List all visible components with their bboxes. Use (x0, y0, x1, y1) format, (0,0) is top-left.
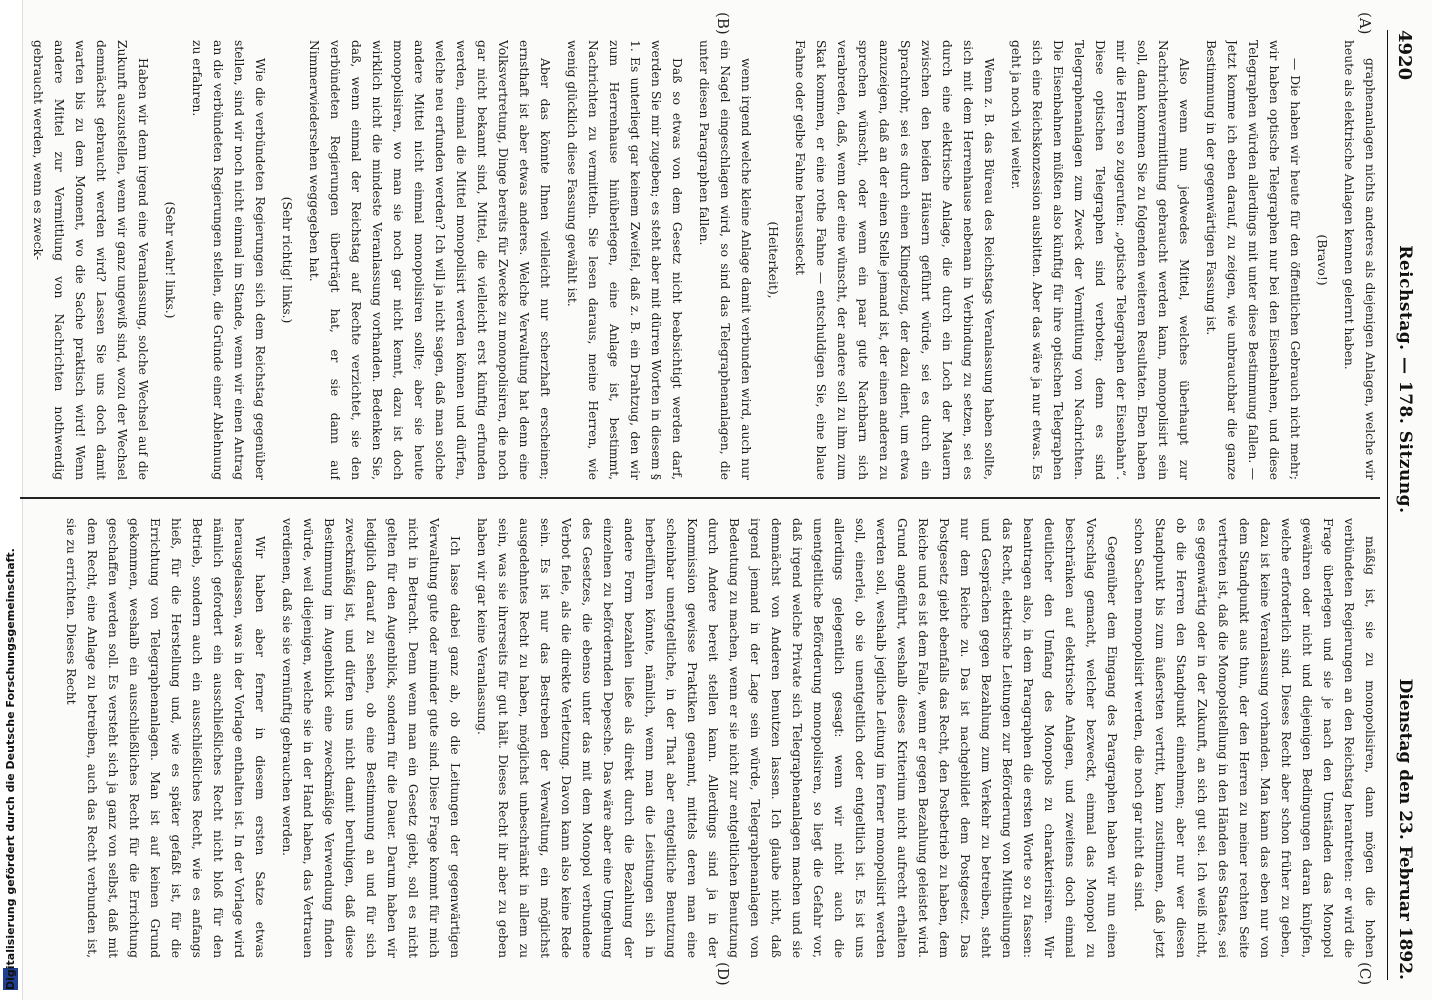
session-date: Dienstag den 23. Februar 1892. (1395, 678, 1415, 980)
right-text-column (20, 518, 1380, 958)
digitization-credit: Digitalisierung gefördert durch die Deutsche Forschungsgemeinschaft. (4, 548, 17, 990)
paragraph: Wenn z. B. das Büreau des Reichstags Veranlassung haben sollte, sich mit dem Herrenhause nebenan in Verbindung zu setzen, sei es durch eine elektrische Anlage, die durch ein Loch der Mauern zwischen den beiden Häusern geführt würde, sei es durch ein Sprachrohr, sei es durch einen Klingelzug, der dazu dient, um etwa anzuzeigen, daß an der einen Stelle jemand ist, der einen anderen zu sprechen wünscht, oder wenn ein paar gute Nachbarn sich verabreden, daß, wenn der eine wünscht, der andere soll zu ihm zum Skat kommen, er eine rothe Fahne — entschuldigen Sie, eine blaue Fahne oder gelbe Fahne heraussteckt (793, 40, 996, 480)
paragraph: Aber das könnte Ihnen vielleicht nur scherzhaft erscheinen; ernsthaft ist aber etwas anderes. Welche Verwaltung hat denn eine Volksvertretung, Dinge bereits für Zwecke zu monopolisiren, die noch gar nicht bekannt sind, Mittel, die vielleicht erst künftig erfunden werden, einmal die Mittel monopolisirt werden können und dürfen, welche neu erfunden werden? Ich will ja nicht sagen, daß man solche andere Mittel nicht einmal monopolisiren sollte; aber sie heute monopolisiren, wo man sie noch gar nicht kennt, dazu ist doch wirklich nicht die mindeste Veranlassung vorhanden. Bedenken Sie, daß, wenn einmal der Reichstag auf Rechte verzichtet, sie den verbündeten Regierungen überträgt hat, er sie dann auf Nimmerwiedersehen weggegeben hat. (307, 40, 552, 480)
paragraph: Daß so etwas von dem Gesetz nicht beabsichtigt werden darf, werden Sie mir zugeben; es steht aber mit dürren Worten in diesem § 1. Es unterliegt gar keinem Zweifel, daß z. B. ein Drahtzug, den wir zum Herrenhause hinüberlegen, eine Anlage ist, bestimmt, Nachrichten zu vermitteln. Sie lesen daraus, meine Herren, wie wenig glücklich diese Fassung gewählt ist. (565, 40, 684, 480)
paragraph: Ich lasse dabei ganz ab, ob die Leitungen der gegenwärtigen Verwaltung gute oder minder gute sind. Diese Frage kommt für mich nicht in Betracht. Denn wenn man ein Gesetz giebt, soll es nicht gelten für den Augenblick, sondern für die Dauer. Darum haben wir lediglich darauf zu sehen, ob eine Bestimmung an und für sich zweckmäßig ist, und dürfen uns nicht damit beruhigen, daß diese Bestimmung im Augenblick eine zweckmäßige Verwendung finden würde, weil diejenigen, welche sie in der Hand haben, das Vertrauen verdienen, daß sie sie vernünftig gebrauchen werden. (280, 518, 462, 958)
paragraph: Gegenüber dem Eingang des Paragraphen haben wir nun einen Vorschlag gemacht, welcher bezweckt, einmal das Monopol zu beschränken auf elektrische Anlagen, und zweitens doch einmal deutlicher den Umfang des Monopols zu charakterisiren. Wir beantragen also, in dem Paragraphen die ersten Worte so zu fassen: das Recht, elektrische Leitungen zur Beförderung von Mittheilungen und Gesprächen gegen Bezahlung zum Verkehr zu betreiben, steht nur dem Reiche zu. Das ist nachgebildet dem Postgesetz. Das Postgesetz giebt ebenfalls das Recht, den Postbetrieb zu haben, dem Reiche und es ist dem Falle, wenn er gegen Bezahlung geleistet wird. Grund angeführt, weshalb dieses Kriterium nicht aufrecht erhalten werden soll, weshalb jegliche Leitung im ferner monopolisirt werden soll, einerlei, ob sie unentgeltlich oder entgeltlich ist. Es ist uns allerdings gelegentlich gesagt: wenn wir nicht auch die unentgeltliche Beförderung monopolisiren, so liegt die Gefahr vor, daß irgend welche Private sich Telegraphenanlagen machen und sie demnächst von Anderen benutzen lassen. Ich glaube nicht, daß irgend jemand in der Lage sein würde, Telegraphenanlagen von Bedeutung zu machen, wenn er sie nicht zur entgeltlichen Benutzung durch Andere bereit stellen kann. Allerdings sind ja in der Kommission gewisse Praktiken genannt, mittels deren man eine scheinbar unentgeltliche, in der That aber entgeltliche Benutzung herbeiführen könnte, nämlich, wenn man die Leistungen sich in andere Form bezahlen ließe als direkt durch die Bezahlung der einzelnen zu befördernden Depesche. Das wäre aber eine Umgehung des Gesetzes, die ebenso unter das mit dem Monopol verbundene Verbot fiele, als die direkte Verletzung. Davon kann also keine Rede sein. Es ist nur das Bestreben der Verwaltung, ein möglichst ausgedehntes Recht zu haben, möglichst unbeschränkt in allem zu sein, was sie ihrerseits für gut hält. Dieses Recht ihr aber zu geben haben wir gar keine Veranlassung. (475, 518, 1119, 958)
left-text-column (20, 40, 1380, 480)
margin-mark-d: (D) (714, 962, 732, 986)
margin-mark-c: (C) (1356, 962, 1374, 986)
paragraph: (Sehr wahr! links.) (163, 201, 177, 319)
column-divider (20, 497, 1380, 499)
page-header (1387, 30, 1422, 980)
margin-mark-b: (B) (714, 12, 732, 35)
paragraph: Wir haben aber ferner in diesem ersten Satze etwas herausgelassen, was in der Vorlage enthalten ist. In der Vorlage wird nämlich gefordert ein ausschließliches Recht nicht bloß für den Betrieb, sondern auch ein ausschließliches Recht, wie es anfangs hieß, für die Herstellung und, wie es später gefaßt ist, für die Errichtung von Telegraphenanlagen. Man ist auf keinen Grund gekommen, weshalb ein ausschließliches Recht für die Errichtung geschaffen werden soll. Es versteht sich ja ganz von selbst, daß mit dem Recht, eine Anlage zu betreiben, auch das Recht verbunden ist, sie zu errichten. Dieses Recht (64, 518, 267, 958)
page-number: 4920 (1394, 30, 1416, 81)
running-title: Reichstag. — 178. Sitzung. (1395, 245, 1415, 514)
paragraph: (Bravo!) (1315, 234, 1329, 286)
paragraph: — Die haben wir heute für den öffentlichen Gebrauch nicht mehr; wir haben optische Telegraphen nur bei den Eisenbahnen, und diese Telegraphen würden allerdings mit unter diese Bestimmung fallen. — Jetzt komme ich eben darauf, zu zeigen, wie unbrauchbar die ganze Bestimmung in der gegenwärtigen Fassung ist. (1204, 40, 1302, 480)
margin-mark-a: (A) (1356, 12, 1374, 35)
paragraph: Wie die verbündeten Regierungen sich dem Reichstag gegenüber stellen, sind wir noch nicht einmal im Stande, wenn wir einen Antrag an die verbündeten Regierungen stellen, die Gründe einer Ablehnung zu erfahren. (190, 40, 267, 480)
paragraph: Also wenn nun jedwedes Mittel, welches überhaupt zur Nachrichtenvermittlung gebraucht werden kann, monopolisirt sein soll, dann kommen Sie zu folgenden weiteren Resultaten. Eben haben mir die Herren so zugerufen: „optische Telegraphen der Eisenbahn“. Diese optischen Telegraphen sind verboten; denn es sind Telegraphenanlagen zum Zweck der Vermittlung von Nachrichten. Die Eisenbahnen müßten also künftig für ihre optischen Telegraphen sich eine Reichskonzession ausbitten. Aber das wäre ja nur etwas. Es geht ja noch viel weiter. (1009, 40, 1191, 480)
paragraph: mäßig ist, sie zu monopolisiren, dann mögen die hohen verbündeten Regierungen an den Reichstag herantreten: er wird die Frage überlegen und sie je nach den Umständen das Monopol gewähren oder nicht und diejenigen Bedingungen daran knüpfen, welche erforderlich sind. Dieses Recht aber schon früher zu geben, dazu ist keine Veranlassung vorhanden. Man kann das eben nur von dem Standpunkt aus thun, der den Herren zu meiner rechten Seite vertreten ist, daß die Monopolstellung in den Händen des Staates, sei es gegenwärtig oder in der Zukunft, an sich gut sei. Ich weiß nicht, ob die Herren den Standpunkt einnehmen; aber nur wer diesen Standpunkt bis zum äußersten vertritt, kann zustimmen, daß jetzt schon Sachen monopolisirt werden, die noch gar nicht da sind. (1132, 518, 1377, 958)
paragraph: (Heiterkeit), (766, 221, 780, 299)
paragraph: Haben wir denn irgend eine Veranlassung, solche Wechsel auf die Zukunft auszustellen, wenn wir ganz ungewiß sind, wozu der Wechsel demnächst gebraucht werden wird? Lassen Sie uns doch damit warten bis zu dem Moment, wo die Sache praktisch wird! Wenn andere Mittel zur Vermittlung von Nachrichten nothwendig gebraucht werden, wenn es zweck- (31, 40, 150, 480)
paragraph: (Sehr richtig! links.) (280, 196, 294, 324)
paragraph: graphenanlagen nichts anderes als diejenigen Anlagen, welche wir heute als elektrische Anlagen kennen gelernt haben. (1342, 40, 1377, 480)
paragraph: wenn irgend welche kleine Anlage damit verbunden wird, auch nur ein Nagel eingeschlagen wird, so sind das Telegraphenanlagen, die unter diesen Paragraphen fallen. (697, 40, 753, 480)
